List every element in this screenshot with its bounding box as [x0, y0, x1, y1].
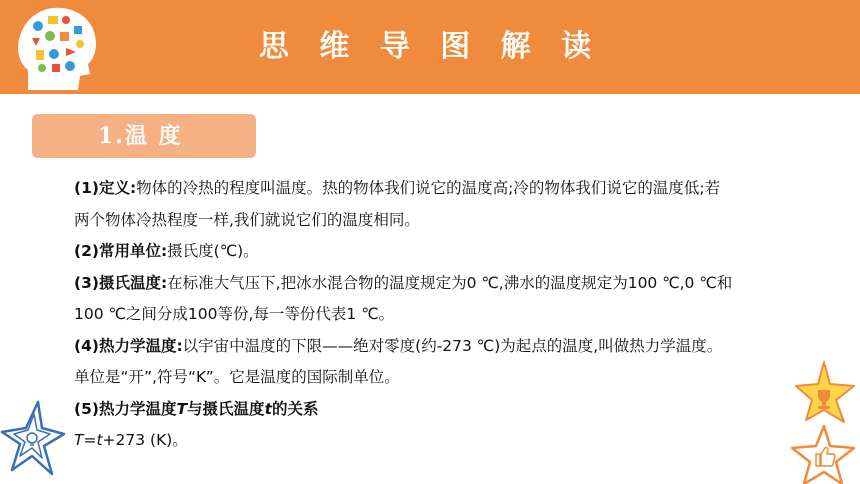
thumbs-up-star-icon	[792, 426, 854, 484]
relation-var-T: T	[176, 399, 188, 418]
relation-heading-suffix: 的关系	[271, 399, 319, 418]
thermodynamic-label: (4)热力学温度:	[74, 336, 183, 355]
section-title: 1.温 度	[98, 123, 183, 149]
formula-eq: =	[83, 431, 97, 449]
decorative-stars	[784, 356, 860, 484]
relation-var-t: t	[264, 399, 272, 418]
formula-T: T	[74, 431, 84, 449]
definition-paragraph	[74, 173, 734, 236]
formula-t: t	[96, 431, 103, 449]
definition-text: 物体的冷热的程度叫温度。热的物体我们说它的温度高;冷的物体我们说它的温度低;若两个物体冷热程度一样,我们就说它们的温度相同。	[74, 179, 721, 229]
relation-heading	[74, 394, 734, 426]
header-bar	[0, 0, 860, 94]
unit-label: (2)常用单位:	[74, 242, 168, 260]
content-body	[74, 173, 734, 457]
relation-heading-mid: 与摄氏温度	[187, 399, 265, 418]
slide-title: 思 维 导 图 解 读	[258, 29, 602, 64]
celsius-text: 在标准大气压下,把冰水混合物的温度规定为0 ℃,沸水的温度规定为100 ℃,0 ℃和100 ℃之间分成100等份,每一等份代表1 ℃。	[74, 273, 733, 323]
unit-text: 摄氏度(℃)。	[167, 242, 259, 260]
trophy-star-icon	[796, 362, 854, 422]
relation-heading-prefix: (5)热力学温度	[74, 399, 177, 418]
definition-label: (1)定义:	[74, 179, 137, 197]
formula-rest: +273 (K)。	[102, 431, 188, 449]
thermodynamic-text: 以宇宙中温度的下限——绝对零度(约-273 ℃)为起点的温度,叫做热力学温度。单位是“开”,符号“K”。它是温度的国际制单位。	[74, 336, 723, 386]
unit-paragraph	[74, 236, 734, 268]
celsius-paragraph	[74, 268, 734, 331]
relation-formula	[74, 425, 734, 457]
section-heading-pill	[32, 114, 256, 158]
thermodynamic-paragraph	[74, 331, 734, 394]
celsius-label: (3)摄氏温度:	[74, 273, 168, 292]
lightbulb-star-icon	[0, 398, 66, 478]
